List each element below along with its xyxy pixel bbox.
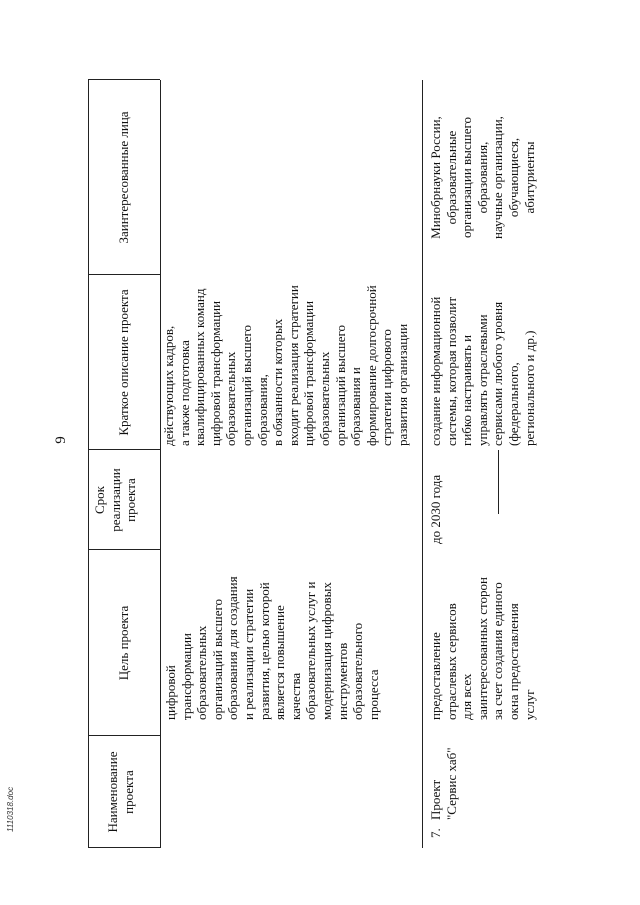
row-7-name: Проект "Сервис хаб": [428, 747, 459, 820]
rotated-table-page: [53, 50, 580, 850]
table-top-border: [88, 80, 89, 848]
col-divider-goal-term: [88, 549, 160, 550]
header-name: Наименование проекта: [105, 751, 136, 833]
table-right-border: [88, 79, 160, 80]
header-bottom-border: [160, 80, 161, 848]
row-7-desc: создание информационной системы, которая позволит гибко настраивать и управлять отраслевыми сервисами любого уровня (федерального, регионального и др.): [428, 296, 537, 446]
header-term: Срок реализации проекта: [92, 468, 139, 532]
row-7-stakeholders: Минобрнауки России, образовательные организации высшего образования, научные организации, обучающиеся, абитуриенты: [428, 116, 537, 239]
table-left-border: [88, 847, 160, 848]
row-cont-goal: цифровой трансформации образовательных организаций высшего образования для создания и реализации стратегии развития, целью которой является повышение качества образовательных услуг и модернизация цифровых инструментов образовательного процесса: [163, 576, 381, 720]
header-goal: Цель проекта: [116, 605, 131, 681]
row-7-term: до 2030 года: [428, 474, 443, 544]
col-divider-term-desc: [88, 449, 160, 450]
col-divider-desc-stakeholders: [88, 274, 160, 275]
page-number: 9: [53, 436, 69, 444]
footer-filename: 1110318.doc: [6, 786, 15, 832]
term-underline: [498, 450, 499, 514]
header-stakeholders: Заинтересованные лица: [116, 111, 131, 244]
row-7-goal: предоставление отраслевых сервисов для всех заинтересованных сторон за счет создания единого окна предоставления услуг: [428, 576, 537, 720]
row-7-number: 7.: [428, 828, 443, 838]
col-divider-name-goal: [88, 735, 160, 736]
header-desc: Краткое описание проекта: [116, 289, 131, 436]
row-cont-desc: действующих кадров, а также подготовка квалифицированных команд цифровой трансформации образовательных организаций высшего образования, в обязанности которых входит реализация стратегии цифровой трансформации образовательных организаций высшего образования и формирование долгосрочной стратегии цифрового развития организации: [161, 285, 410, 446]
row-divider: [422, 80, 423, 848]
